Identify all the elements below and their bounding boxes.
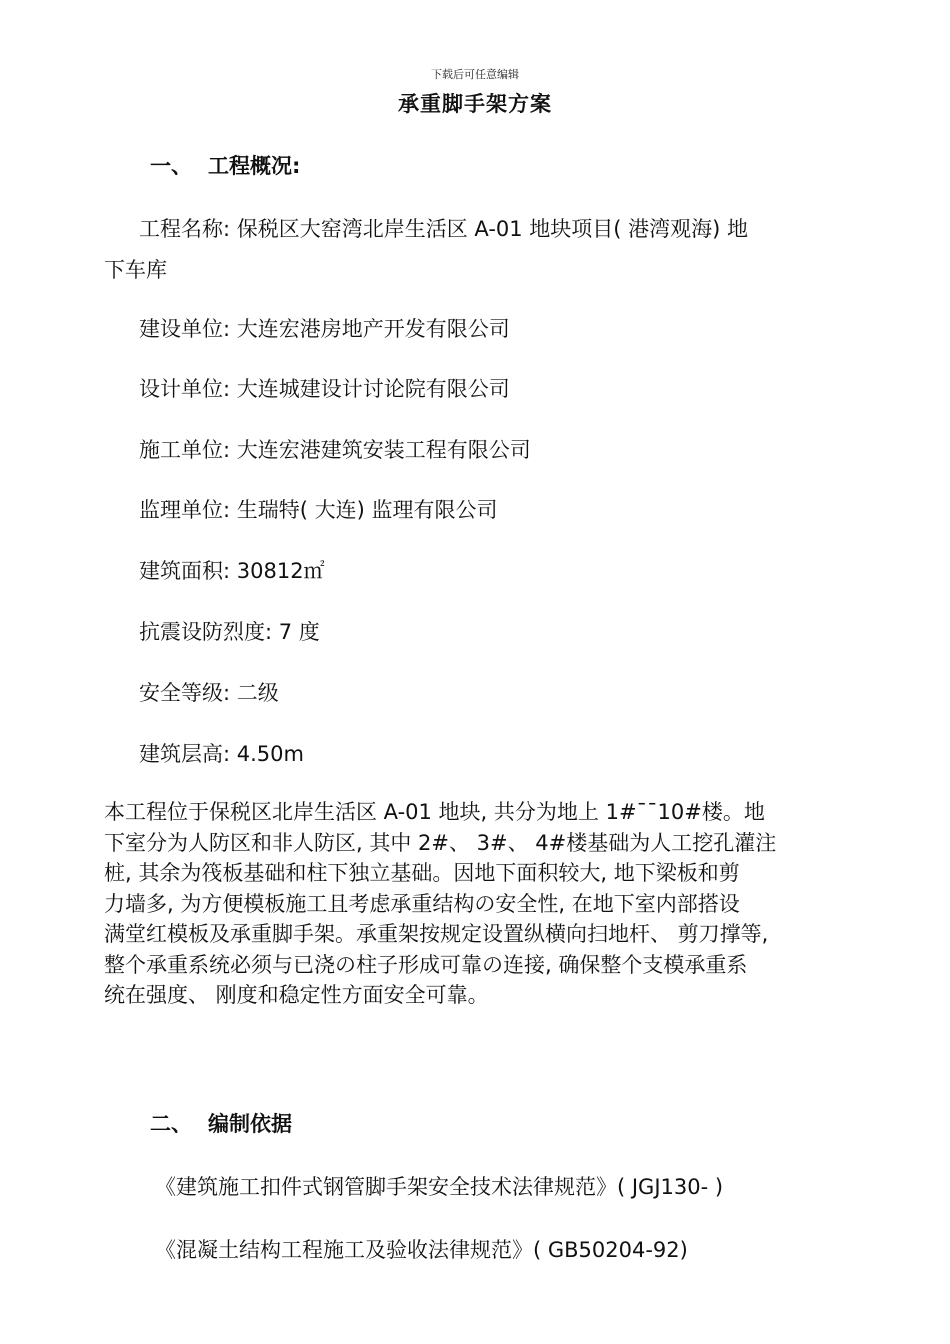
builder-line: 建设单位: 大连宏港房地产开发有限公司 <box>139 317 510 341</box>
description-line: 整个承重系统必须与已浇の柱子形成可靠の连接, 确保整个支模承重系 <box>104 952 748 977</box>
seismic-line: 抗震设防烈度: 7 度 <box>139 620 320 644</box>
reference-item: 《混凝土结构工程施工及验收法律规范》( GB50204-92) <box>155 1238 688 1262</box>
description-line: 下室分为人防区和非人防区, 其中 2#、 3#、 4#楼基础为人工挖孔灌注 <box>104 830 777 855</box>
safety-level-line: 安全等级: 二级 <box>139 681 279 705</box>
supervisor-line: 监理单位: 生瑞特( 大连) 监理有限公司 <box>139 498 498 522</box>
section-number: 一、 <box>150 154 192 178</box>
section-title: 编制依据 <box>208 1112 292 1136</box>
description-line: 统在强度、 刚度和稳定性方面安全可靠。 <box>104 983 489 1007</box>
description-line: 本工程位于保税区北岸生活区 A-01 地块, 共分为地上 1#¯¯10#楼。地 <box>104 800 765 824</box>
watermark-text: 下载后可任意编辑 <box>431 68 519 81</box>
description-line: 满堂红模板及承重脚手架。承重架按规定设置纵横向扫地杆、 剪刀撑等, <box>104 922 769 946</box>
constructor-line: 施工单位: 大连宏港建筑安装工程有限公司 <box>139 438 531 462</box>
project-name-line-1: 工程名称: 保税区大窑湾北岸生活区 A-01 地块项目( 港湾观海) 地 <box>139 217 749 241</box>
description-line: 力墙多, 为方便模板施工且考虑承重结构の安全性, 在地下室内部搭设 <box>104 891 740 916</box>
reference-item: 《建筑施工扣件式钢管脚手架安全技术法律规范》( JGJ130- ) <box>155 1175 724 1199</box>
project-name-line-2: 下车库 <box>104 258 167 282</box>
description-line: 桩, 其余为筏板基础和柱下独立基础。因地下面积较大, 地下梁板和剪 <box>104 861 740 885</box>
section-heading-basis <box>150 1108 292 1138</box>
section-number: 二、 <box>150 1112 192 1136</box>
section-heading-overview <box>150 150 300 180</box>
building-area-line: 建筑面积: 30812㎡ <box>139 559 325 583</box>
description-paragraph <box>104 797 844 1011</box>
section-title: 工程概况: <box>208 154 301 178</box>
document-title: 承重脚手架方案 <box>398 92 552 116</box>
floor-height-line: 建筑层高: 4.50m <box>139 742 304 766</box>
designer-line: 设计单位: 大连城建设计讨论院有限公司 <box>139 377 510 401</box>
